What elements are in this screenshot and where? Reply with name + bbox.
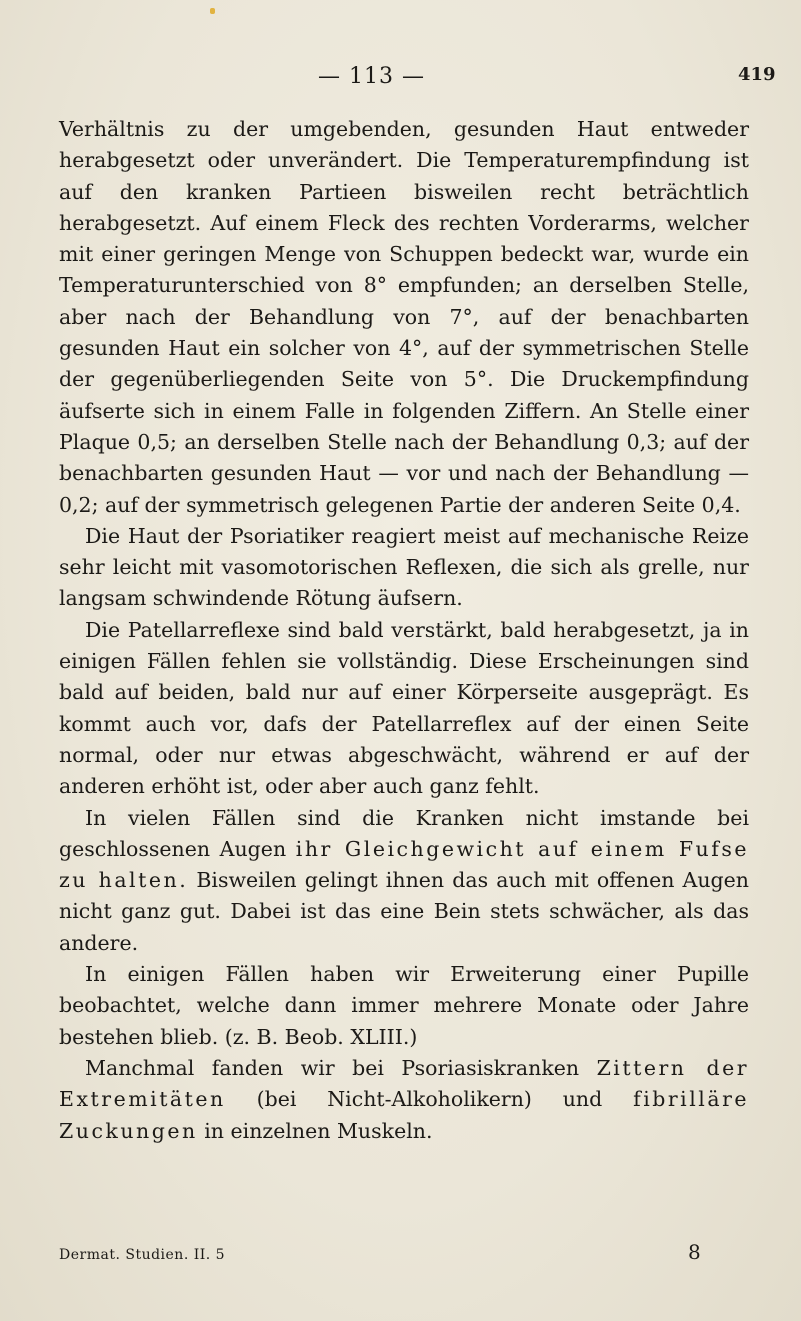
balance-text-2: Bisweilen gelingt ihnen das auch mit offenen Augen nicht ganz gut. Dabei ist das eine Bein stets schwächer, als das andere. — [59, 868, 750, 955]
tremor-text-3: in einzelnen Muskeln. — [197, 1118, 433, 1143]
tremor-emphasis-1: Zittern der Extremitäten — [59, 1055, 750, 1112]
tremor-text-2: (bei Nicht-Alkoholikern) und — [225, 1087, 634, 1112]
archive-page-number: 419 — [738, 64, 776, 85]
paragraph-patellar: Die Patellarreflexe sind bald verstärkt, bald herabgesetzt, ja in einigen Fällen fehlen sie vollständig. Diese Erscheinungen sind bald auf beiden, bald nur auf einer Körperseite ausgeprägt. Es kommt auch vor, dafs der Patellarreflex auf der einen Seite normal, oder nur etwas abgeschwächt, während er auf der anderen erhöht ist, oder aber auch ganz fehlt. — [59, 617, 749, 799]
body-text — [59, 114, 749, 1147]
paragraph-pupil: In einigen Fällen haben wir Erweiterung einer Pupille beobachtet, welche dann immer mehrere Monate oder Jahre bestehen blieb. (z. B. Beob. XLIII.) — [59, 962, 749, 1049]
signature-mark: 8 — [688, 1240, 701, 1264]
paragraph-reflexes-skin: Die Haut der Psoriatiker reagiert meist auf mechanische Reize sehr leicht mit vasomotorischen Reflexen, die sich als grelle, nur langsam schwindende Rötung äufsern. — [59, 523, 749, 611]
balance-emphasis: ihr Gleichgewicht auf einem Fufse zu halten. — [59, 836, 749, 893]
tremor-text-1: Manchmal fanden wir bei Psoriasiskranken — [85, 1055, 597, 1080]
paper-speck — [210, 8, 215, 14]
paragraph-temperature: Verhältnis zu der umgebenden, gesunden Haut entweder herabgesetzt oder unverändert. Die Temperaturempfindung ist auf den kranken Partieen bisweilen recht beträchtlich herabgesetzt. Auf einem Fleck des rechten Vorderarms, welcher mit einer geringen Menge von Schuppen bedeckt war, wurde ein Temperaturunterschied von 8° empfunden; an derselben Stelle, aber nach der Behandlung von 7°, auf der benachbarten gesunden Haut ein solcher von 4°, auf der symmetrischen Stelle der gegenüberliegenden Seite von 5°. Die Druckempfindung äufserte sich in einem Falle in folgenden Ziffern. An Stelle einer Plaque 0,5; an derselben Stelle nach der Behandlung 0,3; auf der benachbarten gesunden Haut — vor und nach der Behandlung — 0,2; auf der symmetrisch gelegenen Partie der anderen Seite 0,4. — [59, 117, 749, 517]
page-number: — 113 — — [318, 64, 425, 89]
balance-text-1: In vielen Fällen sind die Kranken nicht imstande bei geschlossenen Augen — [59, 805, 749, 861]
paragraph-balance — [59, 803, 749, 959]
tremor-emphasis-2: fibrilläre Zuckungen — [59, 1087, 749, 1143]
footer-source: Dermat. Studien. II. 5 — [59, 1247, 226, 1263]
paragraph-tremor — [59, 1053, 749, 1147]
